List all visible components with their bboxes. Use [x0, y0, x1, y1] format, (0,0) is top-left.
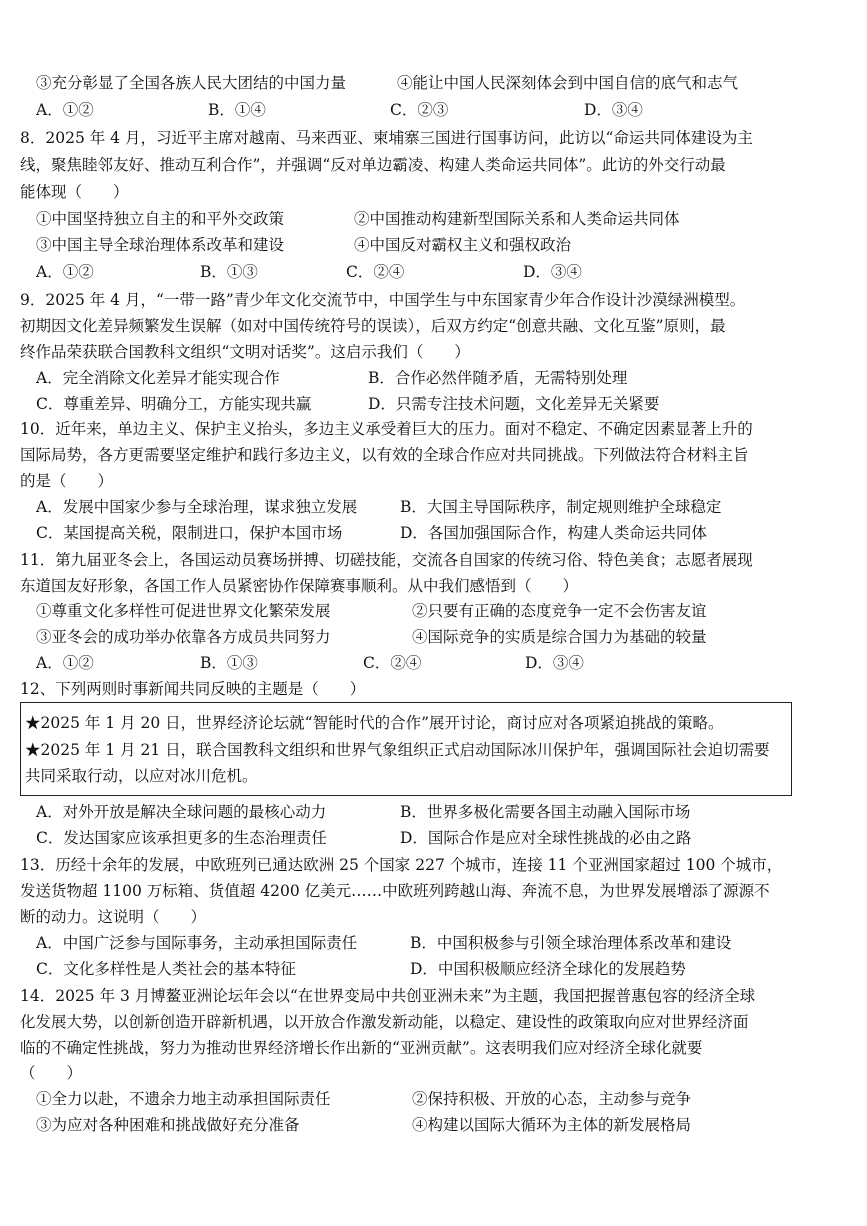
q14-stem-line-3: 临的不确定性挑战，努力为推动世界经济增长作出新的“亚洲贡献”。这表明我们应对经济全球化就要 [20, 1039, 703, 1057]
q11-statement-2: ②只要有正确的态度竞争一定不会伤害友谊 [412, 602, 707, 620]
q9-option-b: B．合作必然伴随矛盾，无需特别处理 [368, 369, 628, 387]
q9-stem-line-3: 终作品荣获联合国教科文组织“文明对话奖”。这启示我们（ ） [20, 343, 470, 361]
q11-option-c: C．②④ [363, 654, 422, 672]
q8-statement-3: ③中国主导全球治理体系改革和建设 [36, 236, 285, 254]
q9-option-d: D．只需专注技术问题，文化差异无关紧要 [368, 395, 660, 413]
q13-option-c: C．文化多样性是人类社会的基本特征 [36, 960, 296, 978]
q8-option-c: C．②④ [346, 263, 405, 281]
q10-stem-line-2: 国际局势，各方更需要坚定维护和践行多边主义，以有效的全球合作应对共同挑战。下列做法符合材料主旨 [20, 446, 749, 464]
q7-option-b: B．①④ [208, 101, 266, 119]
q14-statement-1: ①全力以赴，不遗余力地主动承担国际责任 [36, 1090, 331, 1108]
q8-statement-2: ②中国推动构建新型国际关系和人类命运共同体 [354, 210, 680, 228]
q8-statement-4: ④中国反对霸权主义和强权政治 [354, 236, 572, 254]
q12-option-d: D．国际合作是应对全球性挑战的必由之路 [400, 829, 692, 847]
q10-stem-line-1: 10．近年来，单边主义、保护主义抬头，多边主义承受着巨大的压力。面对不稳定、不确定因素显著上升的 [20, 420, 753, 438]
q7-statement-4: ④能让中国人民深刻体会到中国自信的底气和志气 [397, 74, 739, 92]
q11-stem-line-1: 11．第九届亚冬会上，各国运动员赛场拼搏、切磋技能，交流各自国家的传统习俗、特色美食；志愿者展现 [20, 551, 753, 569]
q8-option-b: B．①③ [200, 263, 258, 281]
q8-stem-line-3: 能体现（ ） [20, 183, 129, 201]
q13-stem-line-2: 发送货物超 1100 万标箱、货值超 4200 亿美元……中欧班列跨越山海、奔流不息，为世界发展增添了源源不 [20, 882, 770, 900]
q14-stem-line-2: 化发展大势，以创新创造开辟新机遇，以开放合作激发新动能，以稳定、建设性的政策取向应对世界经济面 [20, 1013, 749, 1031]
q12-option-c: C．发达国家应该承担更多的生态治理责任 [36, 829, 327, 847]
q11-option-d: D．③④ [525, 654, 584, 672]
q7-statement-3: ③充分彰显了全国各族人民大团结的中国力量 [36, 74, 347, 92]
q8-stem-line-2: 线，聚焦睦邻友好、推动互利合作”，并强调“反对单边霸凌、构建人类命运共同体”。此访的外交行动最 [20, 156, 726, 174]
q13-stem-line-3: 断的动力。这说明（ ） [20, 908, 207, 926]
q11-option-a: A．①② [36, 654, 94, 672]
q11-option-b: B．①③ [200, 654, 258, 672]
q11-statement-4: ④国际竞争的实质是综合国力为基础的较量 [412, 628, 707, 646]
q7-option-a: A．①② [36, 101, 94, 119]
q11-stem-line-2: 东道国友好形象，各国工作人员紧密协作保障赛事顺利。从中我们感悟到（ ） [20, 577, 579, 595]
q14-statement-3: ③为应对各种困难和挑战做好充分准备 [36, 1116, 300, 1134]
q10-stem-line-3: 的是（ ） [20, 472, 114, 490]
q14-stem-line-1: 14．2025 年 3 月博鳌亚洲论坛年会以“在世界变局中共创亚洲未来”为主题，我国把握普惠包容的经济全球 [20, 987, 756, 1005]
q14-statement-4: ④构建以国际大循环为主体的新发展格局 [412, 1116, 692, 1134]
q14-stem-line-4: （ ） [20, 1064, 83, 1082]
q9-option-c: C．尊重差异、明确分工，方能实现共赢 [36, 395, 312, 413]
q8-option-d: D．③④ [523, 263, 582, 281]
q8-stem-line-1: 8．2025 年 4 月，习近平主席对越南、马来西亚、柬埔寨三国进行国事访问，此访以“命运共同体建设为主 [20, 129, 753, 147]
q12-news-2-line-1: ★2025 年 1 月 21 日，联合国教科文组织和世界气象组织正式启动国际冰川保护年，强调国际社会迫切需要 [25, 741, 770, 759]
q7-option-d: D．③④ [584, 101, 643, 119]
q12-news-1: ★2025 年 1 月 20 日，世界经济论坛就“智能时代的合作”展开讨论，商讨应对各项紧迫挑战的策略。 [25, 714, 724, 732]
q8-option-a: A．①② [36, 263, 94, 281]
q11-statement-1: ①尊重文化多样性可促进世界文化繁荣发展 [36, 602, 331, 620]
q12-stem: 12、下列两则时事新闻共同反映的主题是（ ） [20, 680, 366, 698]
q8-statement-1: ①中国坚持独立自主的和平外交政策 [36, 210, 285, 228]
q12-option-b: B．世界多极化需要各国主动融入国际市场 [400, 803, 691, 821]
q13-option-a: A．中国广泛参与国际事务，主动承担国际责任 [36, 934, 358, 952]
q10-option-b: B．大国主导国际秩序，制定规则维护全球稳定 [400, 498, 722, 516]
q10-option-d: D．各国加强国际合作，构建人类命运共同体 [400, 524, 707, 542]
q10-option-c: C．某国提高关税，限制进口，保护本国市场 [36, 524, 343, 542]
q10-option-a: A．发展中国家少参与全球治理，谋求独立发展 [36, 498, 358, 516]
q13-stem-line-1: 13．历经十余年的发展，中欧班列已通达欧洲 25 个国家 227 个城市，连接 11 个亚洲国家超过 100 个城市， [20, 856, 783, 874]
q12-option-a: A．对外开放是解决全球问题的最核心动力 [36, 803, 327, 821]
q7-option-c: C．②③ [390, 101, 449, 119]
q12-news-box [20, 702, 792, 796]
q12-news-2-line-2: 共同采取行动，以应对冰川危机。 [25, 767, 258, 785]
q9-stem-line-1: 9．2025 年 4 月，“一带一路”青少年文化交流节中，中国学生与中东国家青少年合作设计沙漠绿洲模型。 [20, 291, 746, 309]
q14-statement-2: ②保持积极、开放的心态，主动参与竞争 [412, 1090, 692, 1108]
q9-stem-line-2: 初期因文化差异频繁发生误解（如对中国传统符号的误读），后双方约定“创意共融、文化互鉴”原则，最 [20, 317, 726, 335]
q13-option-b: B．中国积极参与引领全球治理体系改革和建设 [410, 934, 732, 952]
q9-option-a: A．完全消除文化差异才能实现合作 [36, 369, 280, 387]
q13-option-d: D．中国积极顺应经济全球化的发展趋势 [410, 960, 686, 978]
q11-statement-3: ③亚冬会的成功举办依靠各方成员共同努力 [36, 628, 331, 646]
